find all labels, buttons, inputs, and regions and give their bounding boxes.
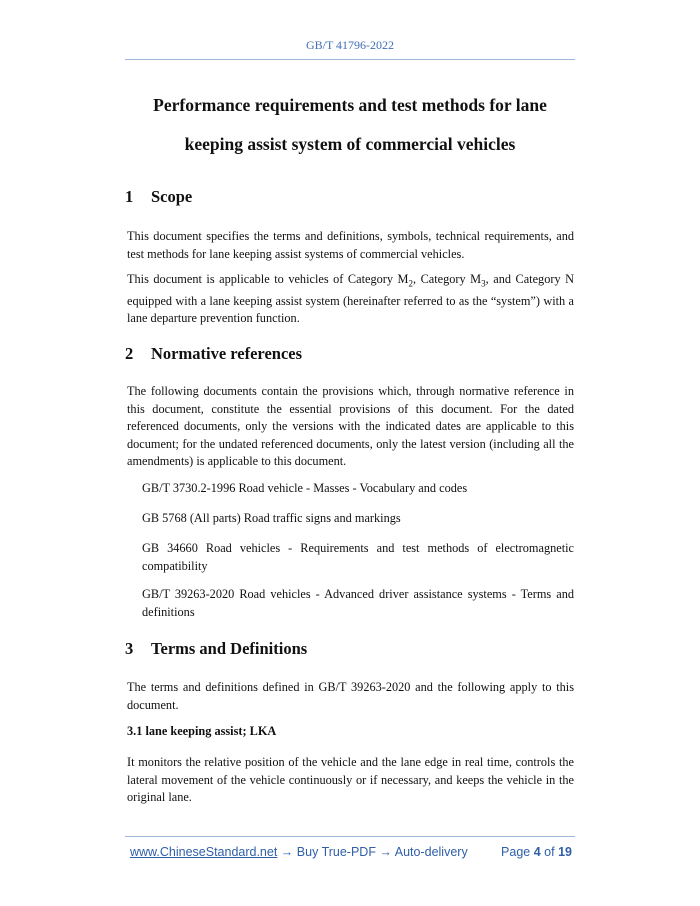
- page-header-standard-code: GB/T 41796-2022: [305, 38, 395, 52]
- section-number: 2: [125, 344, 134, 363]
- normative-intro-paragraph: The following documents contain the provisions which, through normative reference in this document, constitute the essential provisions of this document. For the dated referenced documents, only the versions with the indicated dates are applicable to this document; for the undated referenced documents, only the latest version (including all the amendments) is applicable to this document.: [127, 384, 574, 468]
- scope-p2-subscript-2: 3: [481, 278, 486, 289]
- terms-intro-paragraph: The terms and definitions defined in GB/T 39263-2020 and the following apply to this document.: [127, 680, 574, 712]
- section-number: 1: [125, 187, 134, 206]
- section-title: Scope: [151, 187, 193, 206]
- title-line-2: keeping assist system of commercial vehicles: [184, 134, 516, 154]
- page-total: 19: [558, 845, 572, 859]
- section-heading-terms-definitions: [125, 639, 307, 659]
- reference-item: GB/T 3730.2-1996 Road vehicle - Masses - Vocabulary and codes: [142, 481, 468, 495]
- section-heading-normative-references: [125, 344, 302, 364]
- title-line-1: Performance requirements and test methods for lane: [153, 95, 547, 115]
- page-current: 4: [533, 845, 541, 859]
- scope-p2-subscript-1: 2: [408, 278, 413, 289]
- section-title: Terms and Definitions: [151, 639, 308, 658]
- auto-delivery-text: Auto-delivery: [394, 845, 468, 859]
- chinesestandard-link[interactable]: www.ChineseStandard.net: [130, 845, 278, 859]
- document-title: [125, 86, 575, 164]
- header-divider: [125, 59, 575, 60]
- footer-divider: [125, 836, 575, 837]
- reference-item: GB 34660 Road vehicles - Requirements and test methods of electromagnetic compatibility: [142, 541, 574, 573]
- page-of: of: [544, 845, 555, 859]
- scope-paragraph-1: This document specifies the terms and definitions, symbols, technical requirements, and test methods for lane keeping assist systems of commercial vehicles.: [127, 229, 574, 261]
- page-footer: [130, 845, 572, 859]
- page-indicator: [501, 845, 572, 859]
- arrow-right-icon: →: [379, 845, 392, 859]
- section-number: 3: [125, 639, 134, 658]
- scope-p2-text-b: , Category M: [412, 272, 482, 286]
- reference-item: GB/T 39263-2020 Road vehicles - Advanced driver assistance systems - Terms and definitions: [142, 587, 574, 619]
- arrow-right-icon: →: [280, 845, 294, 859]
- buy-true-pdf-link[interactable]: Buy True-PDF: [296, 845, 376, 859]
- term-heading-lka: 3.1 lane keeping assist; LKA: [127, 724, 277, 738]
- section-heading-scope: [125, 187, 192, 207]
- section-title: Normative references: [151, 344, 303, 363]
- scope-paragraph-2: [127, 271, 574, 328]
- scope-p2-text-c: , and Category N equipped with a lane keeping assist system (hereinafter referred to as the “system”) with a lane departure prevention function.: [127, 272, 575, 326]
- term-definition-lka: It monitors the relative position of the vehicle and the lane edge in real time, controls the lateral movement of the vehicle continuously or if necessary, and keeps the vehicle in the original lane.: [127, 755, 574, 804]
- reference-item: GB 5768 (All parts) Road traffic signs and markings: [142, 511, 401, 525]
- scope-p2-text-a: This document is applicable to vehicles of Category M: [127, 272, 409, 286]
- page-label: Page: [501, 845, 531, 859]
